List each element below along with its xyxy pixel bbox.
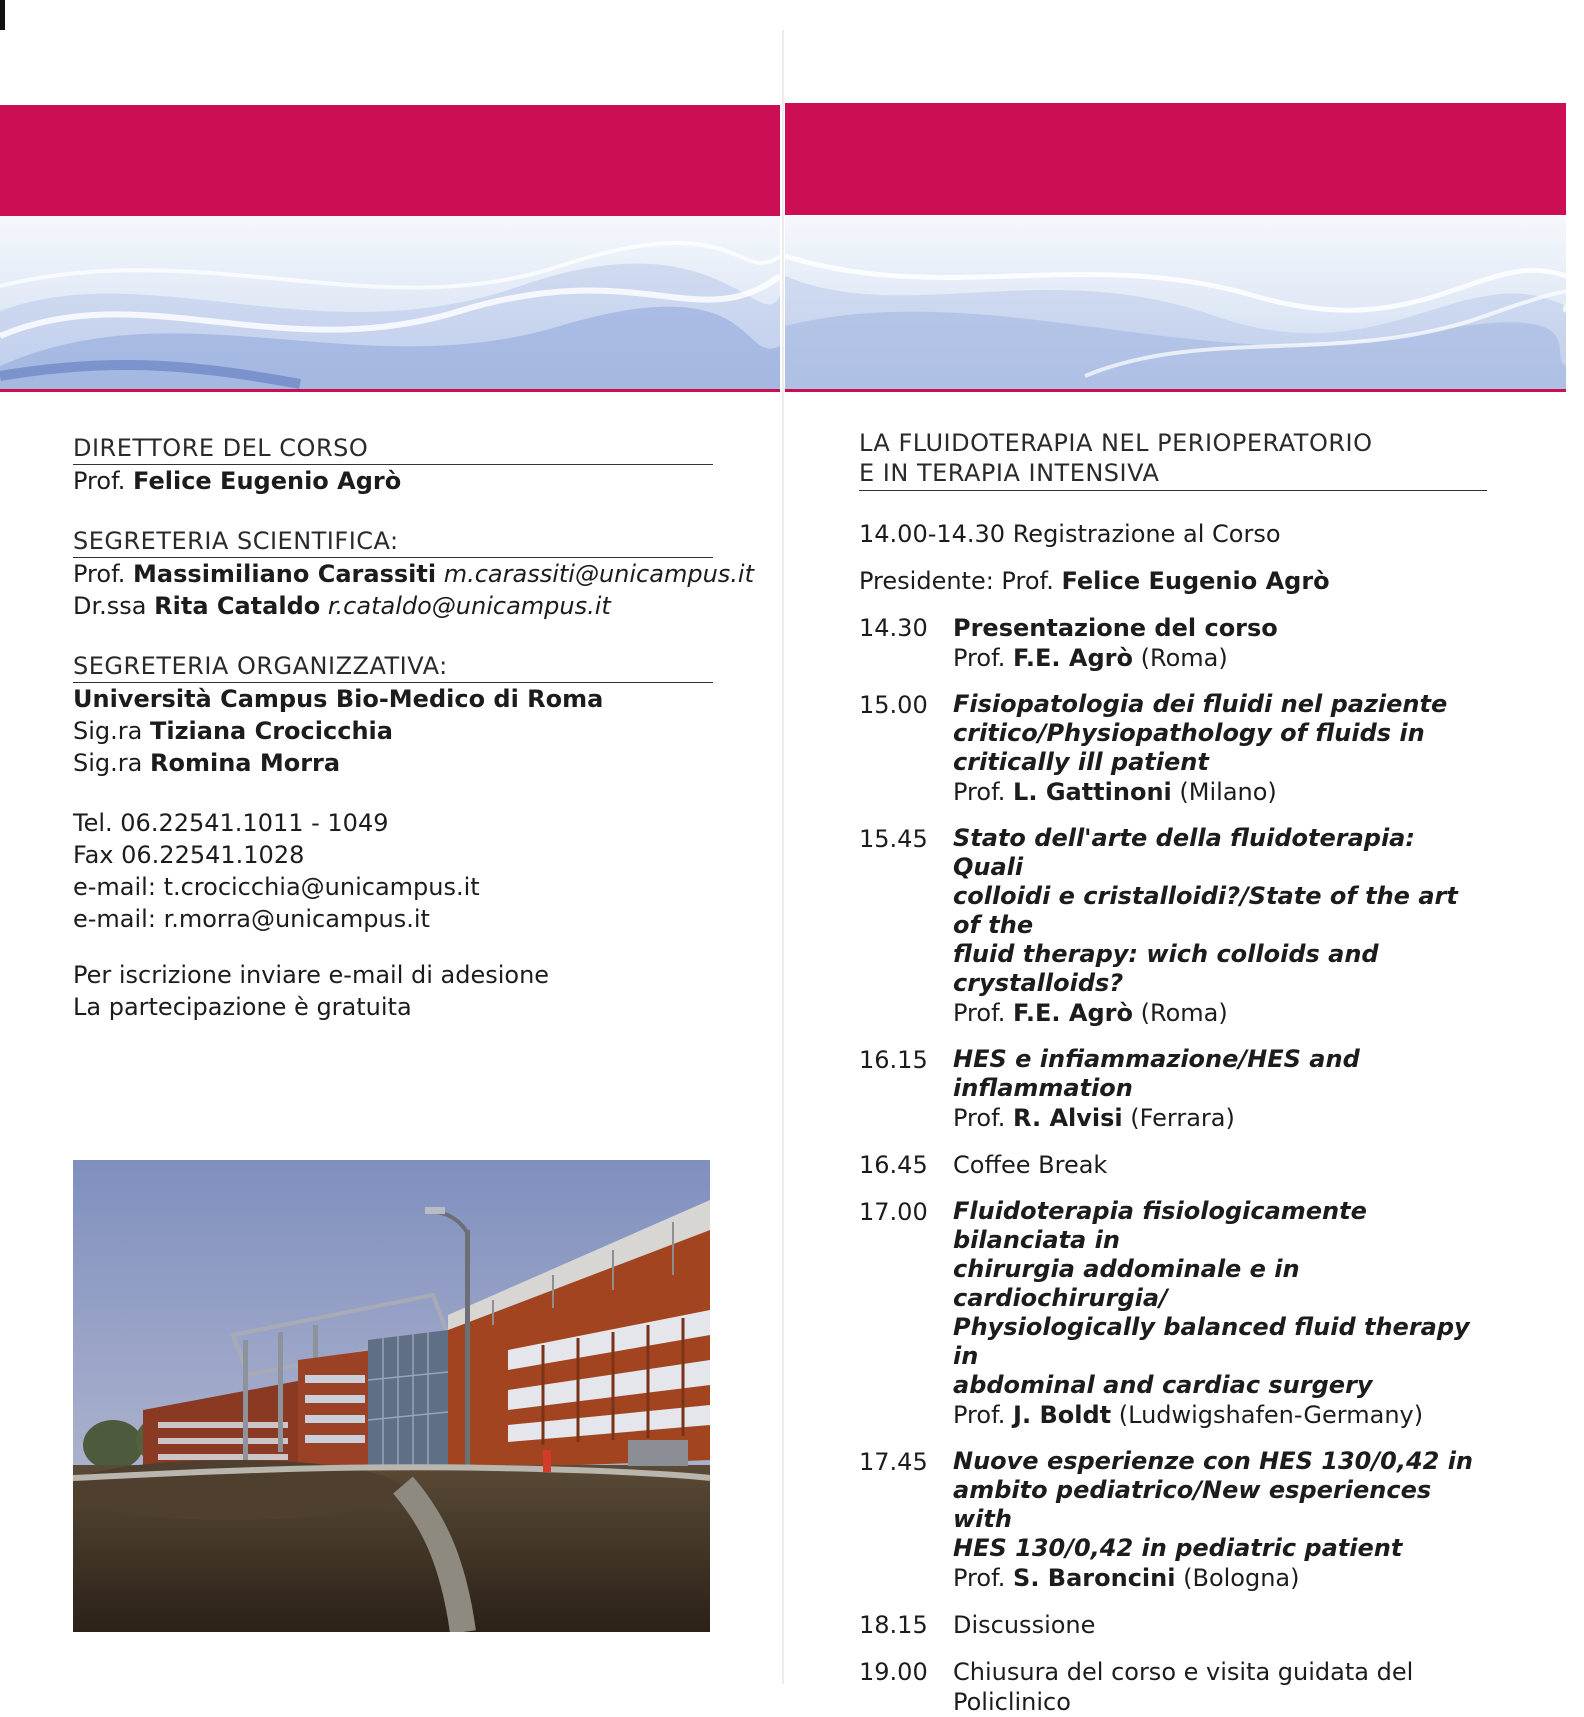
- item-title-line: Fluidoterapia fisiologicamente bilanciata in: [953, 1197, 1367, 1254]
- item-time: 15.00: [859, 691, 928, 719]
- item-time: 16.15: [859, 1046, 928, 1074]
- program-item: [859, 1657, 1489, 1717]
- item-time: 17.00: [859, 1198, 928, 1226]
- contact-email[interactable]: e-mail: r.morra@unicampus.it: [73, 905, 430, 933]
- program-item: [859, 1045, 1489, 1133]
- program-item: [859, 1610, 1489, 1640]
- program-panel: [859, 428, 1489, 1717]
- fold-line: [782, 30, 784, 1684]
- item-title-line: critically ill patient: [953, 748, 1209, 776]
- registration-text: 14.00-14.30 Registrazione al Corso: [859, 520, 1281, 548]
- program-title-line: LA FLUIDOTERAPIA NEL PERIOPERATORIO: [859, 429, 1373, 457]
- president-row: [859, 566, 1489, 596]
- item-title-line: Stato dell'arte della fluidoterapia: Quali: [953, 824, 1415, 881]
- item-title-line: fluid therapy: wich colloids and: [953, 940, 1379, 968]
- item-title-line: ambito pediatrico/New esperiences with: [953, 1476, 1432, 1533]
- contact-fax: Fax 06.22541.1028: [73, 841, 305, 869]
- institution-name: Università Campus Bio-Medico di Roma: [73, 685, 604, 713]
- header-rule-right: [785, 389, 1566, 392]
- person-name: Romina Morra: [149, 749, 341, 777]
- person-email[interactable]: m.carassiti@unicampus.it: [443, 560, 754, 588]
- item-title-line: critico/Physiopathology of fluids in: [953, 719, 1425, 747]
- item-title-line: Physiologically balanced fluid therapy in: [953, 1313, 1470, 1370]
- program-item: [859, 1447, 1489, 1593]
- president-name: Felice Eugenio Agrò: [1061, 567, 1330, 595]
- scientific-person: [73, 590, 713, 622]
- person-name: Massimiliano Carassiti: [133, 560, 437, 588]
- program-title: [859, 428, 1487, 491]
- item-title-line: inflammation: [953, 1074, 1133, 1102]
- person-name: Rita Cataldo: [154, 592, 321, 620]
- organizing-person: [73, 747, 713, 779]
- item-title-line: colloidi e cristalloidi?/State of the art of the: [953, 882, 1458, 939]
- header-band-right: [785, 103, 1566, 215]
- wave-decoration-left: [0, 216, 780, 390]
- contact-phone: Tel. 06.22541.1011 - 1049: [73, 809, 389, 837]
- item-speaker: Prof. R. Alvisi (Ferrara): [953, 1104, 1235, 1132]
- item-time: 16.45: [859, 1151, 928, 1179]
- item-title-line: chirurgia addominale e in cardiochirurgia/: [953, 1255, 1300, 1312]
- item-title-line: crystalloids?: [953, 969, 1124, 997]
- scientific-secretariat-heading: SEGRETERIA SCIENTIFICA:: [73, 525, 713, 558]
- item-title-line: abdominal and cardiac surgery: [953, 1371, 1373, 1399]
- person-prefix: Dr.ssa: [73, 592, 147, 620]
- item-time: 15.45: [859, 825, 928, 853]
- header-band-left: [0, 105, 780, 216]
- item-title-line: HES e infiammazione/HES and: [953, 1045, 1360, 1073]
- person-name: Tiziana Crocicchia: [149, 717, 393, 745]
- organizing-secretariat-heading: SEGRETERIA ORGANIZZATIVA:: [73, 650, 713, 683]
- header-rule-left: [0, 389, 780, 392]
- free-participation-note: La partecipazione è gratuita: [73, 993, 412, 1021]
- item-time: 17.45: [859, 1448, 928, 1476]
- person-prefix: Sig.ra: [73, 717, 143, 745]
- program-item: [859, 1150, 1489, 1180]
- person-email[interactable]: r.cataldo@unicampus.it: [327, 592, 611, 620]
- scientific-person: [73, 558, 754, 590]
- item-speaker: Prof. L. Gattinoni (Milano): [953, 778, 1277, 806]
- program-item: [859, 613, 1489, 673]
- director-line: [73, 465, 713, 497]
- item-title-line: Chiusura del corso e visita guidata del: [953, 1658, 1414, 1686]
- item-title: Discussione: [953, 1611, 1096, 1639]
- scan-mark: [0, 0, 5, 30]
- program-item: [859, 824, 1489, 1028]
- president-label: Presidente: Prof.: [859, 567, 1054, 595]
- director-name: Felice Eugenio Agrò: [133, 467, 402, 495]
- program-item: [859, 690, 1489, 807]
- item-title: Presentazione del corso: [953, 614, 1278, 642]
- item-title-line: HES 130/0,42 in pediatric patient: [953, 1534, 1403, 1562]
- contact-email[interactable]: e-mail: t.crocicchia@unicampus.it: [73, 873, 480, 901]
- item-speaker: Prof. F.E. Agrò (Roma): [953, 644, 1228, 672]
- director-prefix: Prof.: [73, 467, 126, 495]
- item-speaker: Prof. F.E. Agrò (Roma): [953, 999, 1228, 1027]
- person-prefix: Prof.: [73, 560, 126, 588]
- registration-note: Per iscrizione inviare e-mail di adesione: [73, 961, 550, 989]
- item-speaker: Prof. S. Baroncini (Bologna): [953, 1564, 1300, 1592]
- director-heading: DIRETTORE DEL CORSO: [73, 432, 713, 465]
- program-item: [859, 1197, 1489, 1430]
- item-speaker: Prof. J. Boldt (Ludwigshafen-Germany): [953, 1401, 1424, 1429]
- program-title-line: E IN TERAPIA INTENSIVA: [859, 459, 1160, 487]
- item-time: 14.30: [859, 614, 928, 642]
- item-title-line: Nuove esperienze con HES 130/0,42 in: [953, 1447, 1474, 1475]
- registration-row: [859, 519, 1489, 549]
- building-photo: [73, 1160, 710, 1632]
- item-title: Coffee Break: [953, 1151, 1108, 1179]
- organizing-person: [73, 715, 713, 747]
- wave-decoration-right: [785, 216, 1566, 390]
- left-panel: [73, 432, 754, 1023]
- item-time: 18.15: [859, 1611, 928, 1639]
- item-title-line: Fisiopatologia dei fluidi nel paziente: [953, 690, 1448, 718]
- item-title-line: Policlinico: [953, 1688, 1071, 1716]
- person-prefix: Sig.ra: [73, 749, 143, 777]
- item-time: 19.00: [859, 1658, 928, 1686]
